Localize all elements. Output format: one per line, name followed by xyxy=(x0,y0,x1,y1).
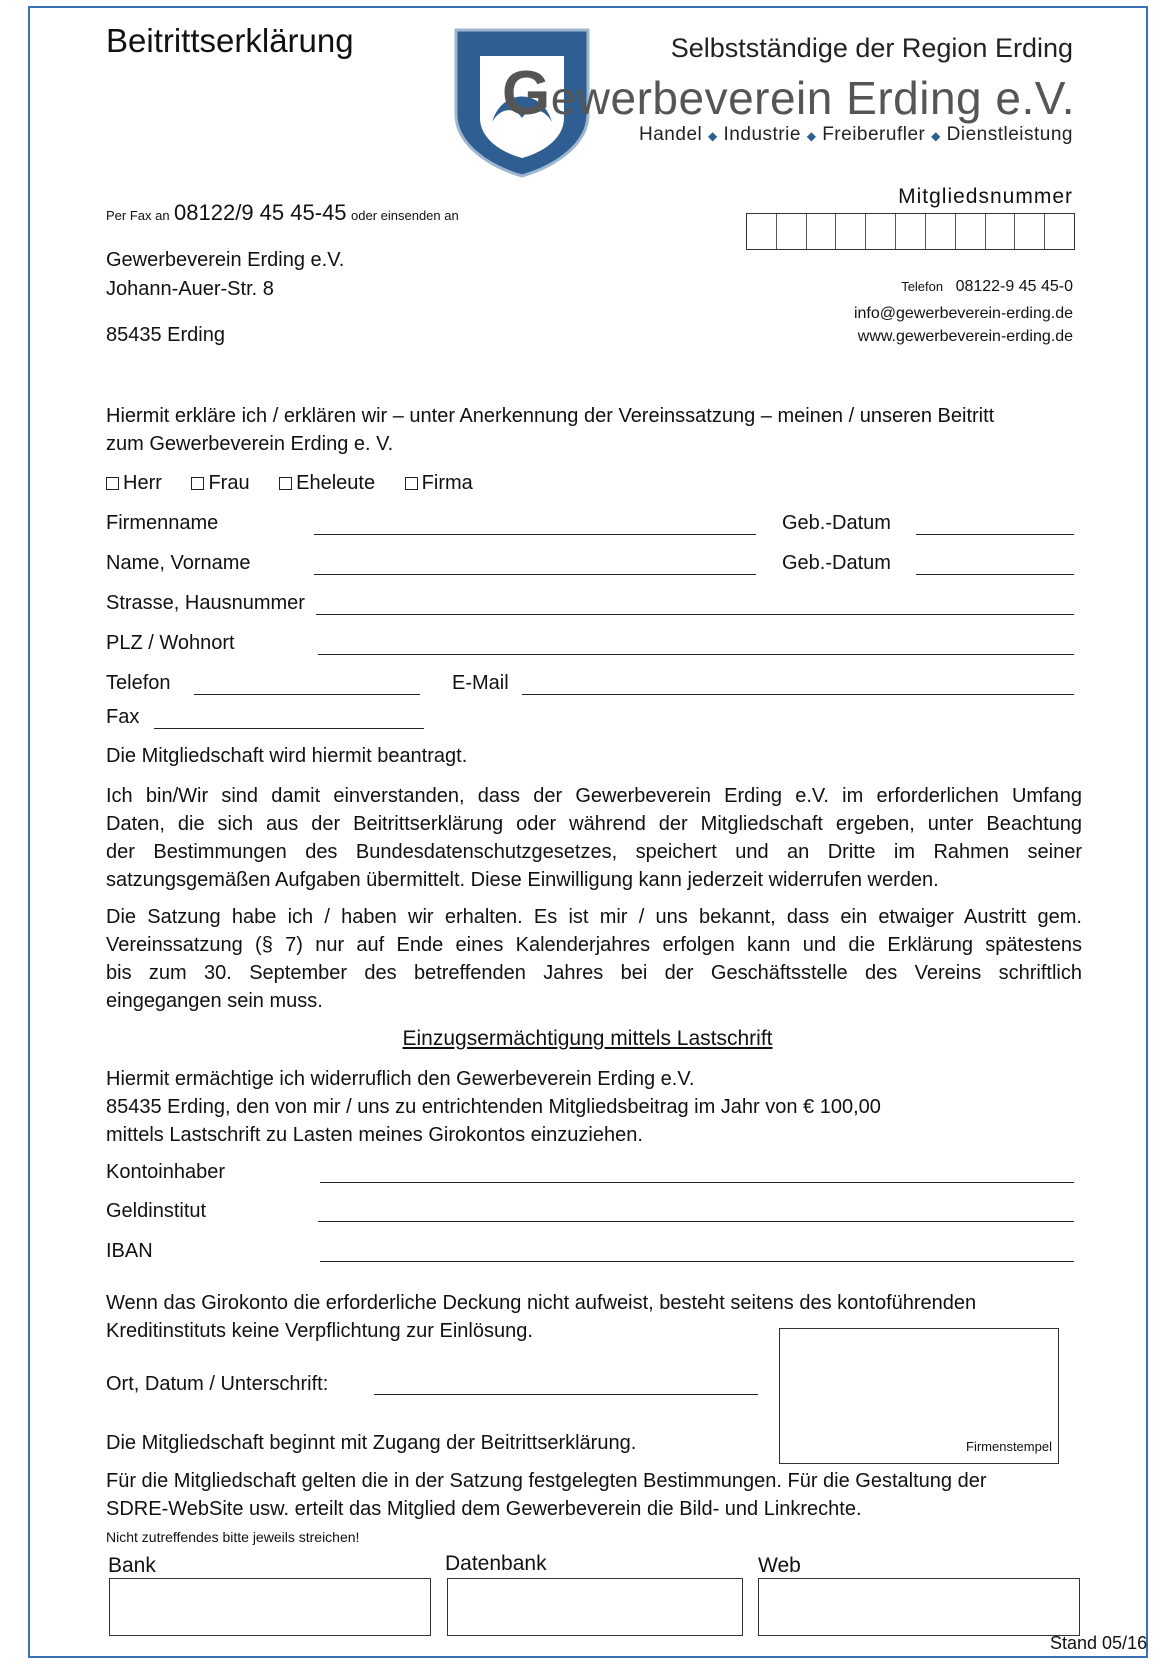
checkbox[interactable] xyxy=(191,477,204,490)
stamp-label: Firmenstempel xyxy=(966,1439,1052,1454)
paragraph-line: Die Satzung habe ich / haben wir erhalten. Es ist mir / uns bekannt, dass ein etwaiger Austritt gem. xyxy=(106,906,1082,928)
checkbox-label: Frau xyxy=(208,472,250,494)
bank-box-label: Bank xyxy=(108,1554,156,1577)
sector-label: Industrie xyxy=(723,124,801,145)
consent-paragraph xyxy=(106,782,1082,894)
debit-text: 85435 Erding, den von mir / uns zu entrichtenden Mitgliedsbeitrag im Jahr von € 100,00 xyxy=(106,1096,881,1118)
datenbank-box-label: Datenbank xyxy=(445,1552,547,1575)
checkbox-label: Eheleute xyxy=(296,472,376,494)
strasse-field[interactable] xyxy=(316,614,1074,615)
salutation-frau[interactable] xyxy=(191,472,249,494)
plz-wohnort-field[interactable] xyxy=(318,654,1074,655)
web-box-label: Web xyxy=(758,1554,801,1577)
strike-note: Nicht zutreffendes bitte jeweils streichen! xyxy=(106,1529,360,1545)
address-line: Gewerbeverein Erding e.V. xyxy=(106,249,345,271)
telefon-label: Telefon xyxy=(106,672,171,694)
telefon-field[interactable] xyxy=(194,694,420,695)
org-name-rest: ewerbeverein Erding e.V. xyxy=(550,72,1075,124)
phone-label: Telefon xyxy=(901,279,944,294)
sector-label: Handel xyxy=(639,124,703,145)
name-vorname-label: Name, Vorname xyxy=(106,552,251,574)
sector-label: Freiberufler xyxy=(822,124,926,145)
geb-datum-label: Geb.-Datum xyxy=(782,512,891,534)
email-label: E-Mail xyxy=(452,672,509,694)
version-stamp: Stand 05/16 xyxy=(1050,1633,1148,1653)
address-line: 85435 Erding xyxy=(106,324,225,346)
iban-field[interactable] xyxy=(320,1261,1074,1262)
org-tagline: Selbstständige der Region Erding xyxy=(670,33,1073,63)
checkbox[interactable] xyxy=(405,477,418,490)
geb-datum-field[interactable] xyxy=(916,574,1074,575)
fax-line xyxy=(106,200,459,226)
debit-text: mittels Lastschrift zu Lasten meines Girokontos einzuziehen. xyxy=(106,1124,643,1146)
checkbox-label: Herr xyxy=(123,472,162,494)
paragraph-line: eingegangen sein muss. xyxy=(106,990,323,1012)
geldinstitut-field[interactable] xyxy=(318,1221,1074,1222)
membership-start-text: Die Mitgliedschaft beginnt mit Zugang der Beitrittserklärung. xyxy=(106,1432,637,1454)
paragraph-line: Ich bin/Wir sind damit einverstanden, dass der Gewerbeverein Erding e.V. im erforderlichen Umfang xyxy=(106,785,1082,807)
contact-phone xyxy=(901,278,1073,296)
signature-field[interactable] xyxy=(374,1394,758,1395)
coverage-text: Kreditinstituts keine Verpflichtung zur Einlösung. xyxy=(106,1320,533,1342)
address-line: Johann-Auer-Str. 8 xyxy=(106,278,274,300)
checkbox[interactable] xyxy=(106,477,119,490)
checkbox-label: Firma xyxy=(421,472,473,494)
member-number-label: Mitgliedsnummer xyxy=(898,185,1073,208)
fax-suffix: oder einsenden an xyxy=(351,208,459,223)
phone-number: 08122-9 45 45-0 xyxy=(955,278,1073,295)
email-field[interactable] xyxy=(522,694,1074,695)
bank-box[interactable] xyxy=(109,1578,431,1636)
name-vorname-field[interactable] xyxy=(314,574,756,575)
salutation-options xyxy=(106,472,497,495)
paragraph-line: Daten, die sich aus der Beitrittserklärung oder während der Mitgliedschaft ergeben, unter Beachtung xyxy=(106,813,1082,835)
org-name xyxy=(502,58,1075,129)
rights-text: Für die Mitgliedschaft gelten die in der Satzung festgelegten Bestimmungen. Für die Gestaltung der xyxy=(106,1470,987,1492)
salutation-eheleute[interactable] xyxy=(279,472,375,494)
paragraph-line: der Bestimmungen des Bundesdatenschutzgesetzes, speichert und an Dritte im Rahmen seiner xyxy=(106,841,1082,863)
fax-prefix: Per Fax an xyxy=(106,208,170,223)
fax-label: Fax xyxy=(106,706,140,728)
fax-field[interactable] xyxy=(154,728,424,729)
debit-heading: Einzugsermächtigung mittels Lastschrift xyxy=(402,1027,773,1050)
kontoinhaber-field[interactable] xyxy=(320,1182,1074,1183)
paragraph-line: satzungsgemäßen Aufgaben übermittelt. Diese Einwilligung kann jederzeit widerrufen werden. xyxy=(106,869,939,891)
org-name-initial: G xyxy=(501,59,551,128)
paragraph-line: bis zum 30. September des betreffenden Jahres bei der Geschäftsstelle des Vereins schriftlich xyxy=(106,962,1082,984)
contact-email[interactable]: info@gewerbeverein-erding.de xyxy=(853,305,1073,322)
geb-datum-field[interactable] xyxy=(916,534,1074,535)
plz-wohnort-label: PLZ / Wohnort xyxy=(106,632,235,654)
document-title: Beitrittserklärung xyxy=(106,22,354,59)
datenbank-box[interactable] xyxy=(447,1578,743,1636)
diamond-icon: ◆ xyxy=(806,129,817,143)
sector-label: Dienstleistung xyxy=(946,124,1073,145)
signature-label: Ort, Datum / Unterschrift: xyxy=(106,1373,329,1395)
kontoinhaber-label: Kontoinhaber xyxy=(106,1161,225,1183)
membership-applied-text: Die Mitgliedschaft wird hiermit beantragt. xyxy=(106,745,468,767)
member-number-field[interactable] xyxy=(746,213,1075,250)
iban-label: IBAN xyxy=(106,1240,153,1262)
firmenname-field[interactable] xyxy=(314,534,756,535)
web-box[interactable] xyxy=(758,1578,1080,1636)
geldinstitut-label: Geldinstitut xyxy=(106,1200,207,1222)
diamond-icon: ◆ xyxy=(708,129,718,143)
checkbox[interactable] xyxy=(279,477,292,490)
statute-paragraph xyxy=(106,903,1082,1015)
coverage-text: Wenn das Girokonto die erforderliche Deckung nicht aufweist, besteht seitens des kontoführenden xyxy=(106,1292,977,1314)
geb-datum-label: Geb.-Datum xyxy=(782,552,891,574)
firmenname-label: Firmenname xyxy=(106,512,219,534)
paragraph-line: Vereinssatzung (§ 7) nur auf Ende eines Kalenderjahres erfolgen kann und die Erklärung spätestens xyxy=(106,934,1082,956)
salutation-firma[interactable] xyxy=(405,472,473,494)
diamond-icon: ◆ xyxy=(931,129,941,143)
strasse-label: Strasse, Hausnummer xyxy=(106,592,305,614)
salutation-herr[interactable] xyxy=(106,472,162,494)
debit-text: Hiermit ermächtige ich widerruflich den Gewerbeverein Erding e.V. xyxy=(106,1068,695,1090)
org-sectors xyxy=(639,124,1073,146)
intro-text: Hiermit erkläre ich / erklären wir – unter Anerkennung der Vereinssatzung – meinen / unseren Beitritt xyxy=(106,405,995,427)
intro-text: zum Gewerbeverein Erding e. V. xyxy=(106,433,394,455)
contact-web[interactable]: www.gewerbeverein-erding.de xyxy=(857,328,1073,345)
fax-number: 08122/9 45 45-45 xyxy=(174,200,347,225)
rights-text: SDRE-WebSite usw. erteilt das Mitglied dem Gewerbeverein die Bild- und Linkrechte. xyxy=(106,1498,862,1520)
